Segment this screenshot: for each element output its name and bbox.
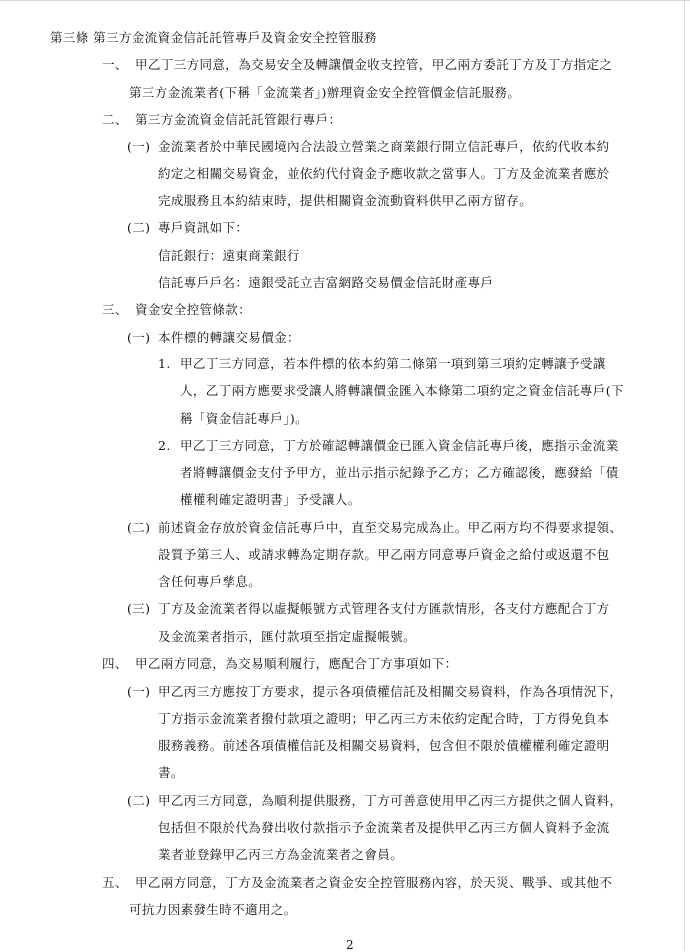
item-marker: (一) — [127, 139, 151, 154]
item-marker: (二) — [127, 220, 151, 235]
item-line: 專戶資訊如下： — [158, 220, 249, 235]
item-line: 本件標的轉讓交易價金： — [158, 330, 300, 345]
item-line: 約定之相關交易資金，並依約代付資金予應收款之當事人。丁方及金流業者應於 — [158, 166, 610, 181]
item-line: 前述資金存放於資金信託專戶中，直至交易完成為止。甲乙兩方均不得要求提領、 — [158, 520, 623, 535]
paragraph-line: 資金安全控管條款： — [135, 302, 252, 317]
subitem-line: 甲乙丁三方同意，若本件標的依本約第二條第一項到第三項約定轉讓予受讓 — [180, 356, 606, 371]
paragraph-line: 甲乙兩方同意，為交易順利履行，應配合丁方事項如下： — [135, 656, 458, 671]
trust-account-name: 信託專戶戶名：遠銀受託立吉富網路交易價金信託財產專戶 — [158, 275, 494, 290]
paragraph-line: 第三方金流資金信託託管銀行專戶： — [135, 112, 342, 127]
subitem-line: 權權利確定證明書」予受讓人。 — [180, 492, 361, 507]
item-marker: (二) — [127, 793, 151, 808]
item-line: 含任何專戶孳息。 — [158, 574, 262, 589]
paragraph-marker: 三、 — [102, 302, 128, 317]
item-line: 書。 — [158, 765, 184, 780]
item-line: 服務義務。前述各項債權信託及相關交易資料，包含但不限於債權權利確定證明 — [158, 738, 610, 753]
paragraph-line: 第三方金流業者(下稱「金流業者」)辦理資金安全控管價金信託服務。 — [129, 85, 521, 100]
subitem-marker: 2. — [158, 438, 171, 453]
item-line: 甲乙丙三方應按丁方要求，提示各項債權信託及相關交易資料，作為各項情況下， — [158, 684, 623, 699]
page-right-border — [684, 0, 685, 950]
item-line: 甲乙丙三方同意，為順利提供服務，丁方可善意使用甲乙丙三方提供之個人資料， — [158, 793, 623, 808]
subitem-line: 者將轉讓價金支付予甲方，並出示指示紀錄予乙方；乙方確認後，應發給「債 — [180, 465, 619, 480]
paragraph-marker: 四、 — [102, 656, 128, 671]
item-marker: (一) — [127, 330, 151, 345]
item-line: 包括但不限於代為發出收付款指示予金流業者及提供甲乙丙三方個人資料予金流 — [158, 820, 610, 835]
item-line: 丁方及金流業者得以虛擬帳號方式管理各支付方匯款情形，各支付方應配合丁方 — [158, 601, 610, 616]
item-marker: (三) — [127, 601, 151, 616]
item-line: 及金流業者指示，匯付款項至指定虛擬帳號。 — [158, 629, 417, 644]
item-line: 完成服務且本約結束時，提供相關資金流動資料供甲乙兩方留存。 — [158, 193, 533, 208]
subitem-line: 稱「資金信託專戶」)。 — [180, 411, 309, 426]
subitem-marker: 1. — [158, 356, 171, 371]
item-line: 設質予第三人、或請求轉為定期存款。甲乙兩方同意專戶資金之給付或返還不包 — [158, 547, 610, 562]
item-line: 金流業者於中華民國境內合法設立營業之商業銀行開立信託專戶，依約代收本約 — [158, 139, 610, 154]
item-marker: (二) — [127, 520, 151, 535]
article-heading: 第三條 第三方金流資金信託託管專戶及資金安全控管服務 — [50, 30, 377, 45]
paragraph-marker: 二、 — [102, 112, 128, 127]
page-number: 2 — [346, 938, 354, 952]
paragraph-marker: 一、 — [102, 57, 128, 72]
trust-bank: 信託銀行：遠東商業銀行 — [158, 248, 300, 263]
subitem-line: 甲乙丁三方同意，丁方於確認轉讓價金已匯入資金信託專戶後，應指示金流業 — [180, 438, 619, 453]
item-line: 業者並登錄甲乙丙三方為金流業者之會員。 — [158, 847, 404, 862]
item-line: 丁方指示金流業者撥付款項之證明；甲乙丙三方未依約定配合時，丁方得免負本 — [158, 711, 610, 726]
item-marker: (一) — [127, 684, 151, 699]
paragraph-line: 甲乙兩方同意，丁方及金流業者之資金安全控管服務內容，於天災、戰爭、或其他不 — [135, 875, 613, 890]
paragraph-line: 可抗力因素發生時不適用之。 — [129, 902, 297, 917]
subitem-line: 人，乙丁兩方應要求受讓人將轉讓價金匯入本條第二項約定之資金信託專戶(下 — [180, 383, 624, 398]
paragraph-marker: 五、 — [102, 875, 128, 890]
paragraph-line: 甲乙丁三方同意，為交易安全及轉讓價金收支控管，甲乙兩方委託丁方及丁方指定之 — [135, 57, 613, 72]
page-top-border — [0, 0, 690, 1]
